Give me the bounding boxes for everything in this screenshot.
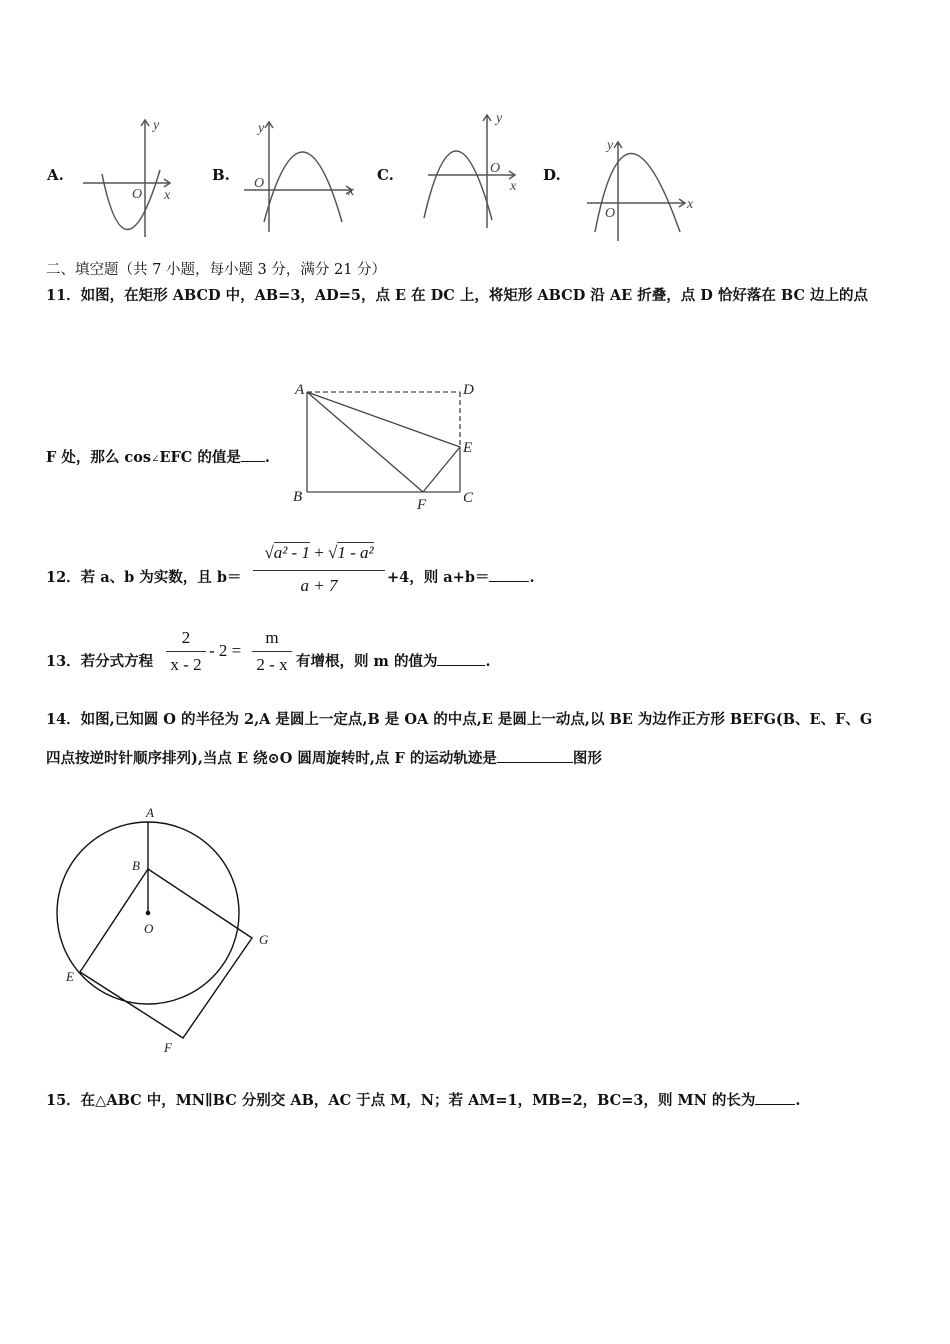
q12-numerator: √a² - 1 + √1 - a² bbox=[264, 543, 374, 562]
section-heading: 二、填空题（共 7 小题，每小题 3 分，满分 21 分） bbox=[46, 262, 387, 278]
option-d-label: D. bbox=[543, 166, 561, 184]
svg-text:F: F bbox=[417, 497, 427, 513]
svg-text:x: x bbox=[687, 197, 694, 212]
svg-text:E: E bbox=[463, 440, 473, 456]
option-b-graph bbox=[242, 112, 362, 242]
option-a-label: A. bbox=[47, 166, 64, 184]
q12-prefix: 12．若 a、b 为实数，且 b＝ bbox=[46, 569, 242, 586]
svg-text:A: A bbox=[146, 805, 154, 820]
q13-prefix: 13．若分式方程 bbox=[46, 653, 154, 670]
svg-text:x: x bbox=[510, 179, 517, 194]
option-b-label: B. bbox=[212, 166, 230, 184]
svg-text:E: E bbox=[66, 969, 74, 984]
svg-text:x: x bbox=[348, 184, 355, 199]
q15-answer-blank[interactable] bbox=[755, 1103, 795, 1105]
option-c-label: C. bbox=[377, 166, 394, 184]
q14-circle-figure bbox=[40, 795, 290, 1065]
svg-text:C: C bbox=[463, 490, 474, 506]
svg-text:F: F bbox=[164, 1040, 172, 1055]
svg-text:y: y bbox=[496, 111, 503, 126]
q12-answer-blank[interactable] bbox=[489, 580, 529, 582]
q11-answer-blank[interactable] bbox=[241, 460, 265, 462]
q14-text-line2: 四点按逆时针顺序排列),当点 E 绕⊙O 圆周旋转时,点 F 的运动轨迹是 图形 bbox=[46, 750, 602, 767]
svg-text:A: A bbox=[295, 382, 305, 398]
angle-symbol: ∠ bbox=[151, 454, 160, 465]
q13-fraction-2: m 2 - x bbox=[252, 628, 292, 676]
q11-text-line1: 11．如图，在矩形 ABCD 中，AB=3，AD=5，点 E 在 DC 上，将矩形 ABCD 沿 AE 折叠，点 D 恰好落在 BC 边上的点 bbox=[46, 287, 869, 304]
q15-text: 15．在△ABC 中，MN∥BC 分别交 AB，AC 于点 M，N；若 AM=1，MB=2，BC=3，则 MN 的长为 . bbox=[46, 1092, 801, 1109]
q13-fraction-1: 2 x - 2 bbox=[166, 628, 206, 676]
q12-denominator: a + 7 bbox=[300, 576, 338, 595]
q13-suffix: 有增根，则 m 的值为 . bbox=[296, 653, 491, 670]
svg-text:B: B bbox=[132, 858, 140, 873]
svg-text:O: O bbox=[605, 206, 616, 221]
q13-answer-blank[interactable] bbox=[437, 664, 485, 666]
svg-text:O: O bbox=[254, 176, 265, 191]
svg-text:D: D bbox=[463, 382, 474, 398]
option-c-graph bbox=[420, 108, 530, 238]
q11-text-line2 bbox=[46, 451, 270, 466]
q11-rectangle-figure bbox=[285, 375, 485, 515]
svg-text:O: O bbox=[144, 921, 154, 936]
option-a-graph bbox=[80, 112, 180, 242]
svg-text:G: G bbox=[259, 932, 269, 947]
svg-text:y: y bbox=[153, 118, 160, 133]
svg-text:O: O bbox=[132, 187, 143, 202]
svg-text:B: B bbox=[293, 489, 303, 505]
q11-end: . bbox=[264, 449, 270, 466]
q14-answer-blank[interactable] bbox=[497, 761, 573, 763]
q11-mid: EFC 的值是 bbox=[159, 449, 241, 466]
q14-text-line1: 14．如图,已知圆 O 的半径为 2,A 是圆上一定点,B 是 OA 的中点,E 是圆上一动点,以 BE 为边作正方形 BEFG(B、E、F、G bbox=[46, 711, 873, 728]
svg-text:y: y bbox=[607, 138, 614, 153]
q11-prefix: F 处，那么 cos bbox=[46, 449, 152, 466]
q12-fraction bbox=[253, 541, 385, 597]
q12-suffix: +4，则 a+b＝ . bbox=[387, 569, 535, 586]
svg-text:x: x bbox=[164, 188, 171, 203]
svg-text:O: O bbox=[490, 161, 501, 176]
option-d-graph bbox=[585, 135, 700, 245]
svg-text:y: y bbox=[258, 121, 265, 136]
q13-middle: - 2 = bbox=[209, 641, 242, 660]
